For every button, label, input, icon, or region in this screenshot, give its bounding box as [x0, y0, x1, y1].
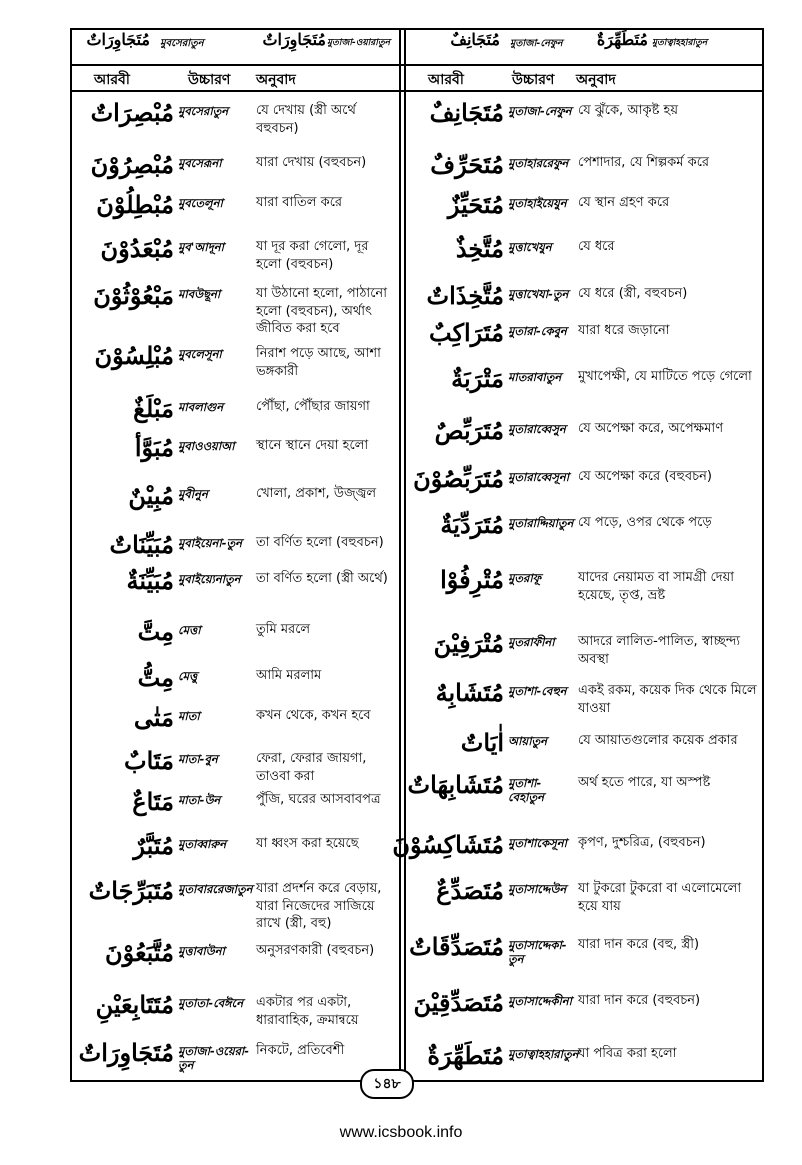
left-entry-translation: কখন থেকে, কখন হবে: [256, 708, 371, 723]
right-entry-arabic: مُتَجَانِفٌ: [429, 98, 504, 127]
right-entry-translation: যাদের নেয়ামত বা সামগ্রী দেয়া হয়েছে, তৃপ্ত, ভ্রষ্ট: [578, 570, 734, 603]
right-entry-arabic: مُتَصَدِّقِيْنَ: [413, 988, 504, 1017]
right-entry-arabic: مُتَصَدِّعٌ: [436, 876, 504, 905]
right-entry-translation: যে ধরে (স্ত্রী, বহুবচন): [578, 286, 688, 301]
left-entry-pronunciation: মাবউছূনা: [178, 287, 221, 301]
left-entry-arabic: مَتٰى: [133, 703, 174, 732]
right-entry-pronunciation: মুতাজা-নেফুন: [508, 104, 572, 118]
guide-right-mid-arabic: مُتَجَانِفٌ: [450, 30, 500, 49]
left-entry-pronunciation: মাতা-বুন: [178, 752, 218, 766]
right-entry-pronunciation: মুতাত্বাহহারাতুন: [508, 1047, 579, 1061]
right-entry-arabic: مُتَّخِذٌ: [455, 234, 504, 263]
header-left-pronunciation: উচ্চারণ: [188, 72, 231, 88]
right-entry-pronunciation: আয়াতুন: [508, 734, 548, 748]
right-entry-arabic: مَتْرَبَةٌ: [451, 364, 504, 393]
left-entry-translation: একটার পর একটা, ধারাবাহিক, ক্রমান্বয়ে: [256, 995, 359, 1028]
right-entry-translation: অর্থ হতে পারে, যা অস্পষ্ট: [578, 775, 711, 790]
right-entry-pronunciation: মুতাশাকেসূনা: [508, 836, 567, 850]
left-entry-pronunciation: মুবতেলূনা: [178, 196, 223, 210]
right-entry-translation: যারা ধরে জড়ানো: [578, 323, 670, 338]
right-entry-arabic: مُتَرَدِّيَةٌ: [440, 510, 504, 539]
left-entry-translation: যারা দেখায় (বহুবচন): [256, 155, 367, 170]
right-entry-arabic: مُتَرَاكِبٌ: [429, 318, 504, 347]
header-right-arabic: আরবী: [428, 72, 464, 88]
left-entry-arabic: مَبْعُوْثُوْنَ: [93, 281, 174, 310]
right-entry-translation: যে অপেক্ষা করে, অপেক্ষমাণ: [578, 421, 724, 436]
left-entry-pronunciation: মুতাজা-ওয়েরা-তুন: [178, 1044, 250, 1073]
left-entry-arabic: مُبِيْنٌ: [128, 481, 174, 510]
left-entry-arabic: مِتَّ: [137, 617, 174, 646]
left-entry-pronunciation: মাতা-উন: [178, 793, 221, 807]
right-entry-translation: আদরে লালিত-পালিত, স্বাচ্ছন্দ্য অবস্থা: [578, 634, 741, 667]
left-entry-pronunciation: মুবসেরাতুন: [178, 104, 229, 118]
right-entry-pronunciation: মুতাশা-বেহুন: [508, 684, 567, 698]
right-entry-pronunciation: মুতরাফীনা: [508, 635, 555, 649]
guide-right-translit: মুতাত্বাহহারাতুন: [652, 38, 708, 48]
left-entry-translation: তা বর্ণিত হলো (স্ত্রী অর্থে): [256, 571, 388, 586]
left-entry-arabic: مِتُّ: [137, 663, 174, 692]
right-entry-arabic: مُتَرَبِّصٌ: [434, 416, 504, 445]
left-entry-pronunciation: মুবসেরূনা: [178, 156, 222, 170]
left-entry-arabic: مَبْلَغٌ: [133, 394, 174, 423]
right-entry-translation: মুখাপেক্ষী, যে মাটিতে পড়ে গেলো: [578, 369, 752, 384]
page-frame: [70, 28, 764, 1082]
left-entry-arabic: مُبْصِرُوْنَ: [90, 150, 174, 179]
left-entry-arabic: مُبْعَدُوْنَ: [100, 234, 174, 263]
right-entry-pronunciation: মুতাসাদ্দেউন: [508, 882, 567, 896]
right-entry-translation: যে ধরে: [578, 239, 615, 254]
right-entry-arabic: مُتَصَدِّقَاتٌ: [409, 932, 504, 961]
right-entry-arabic: مُتَشَابِهٌ: [435, 678, 504, 707]
left-entry-pronunciation: মুবলেসূনা: [178, 347, 222, 361]
right-entry-translation: কৃপণ, দুশ্চরিত্র, (বহুবচন): [578, 835, 706, 850]
left-entry-arabic: مُبَيِّنَاتٌ: [109, 530, 174, 559]
guide-right-mid: মুতাজা-নেফুন: [510, 38, 563, 49]
left-entry-translation: পৌঁছা, পৌঁছার জায়গা: [256, 399, 370, 414]
right-entry-pronunciation: মুতাহাররেফুন: [508, 156, 569, 170]
left-entry-arabic: مُتَجَاوِرَاتٌ: [78, 1038, 174, 1067]
left-entry-translation: ফেরা, ফেরার জায়গা, তাওবা করা: [256, 751, 367, 784]
right-entry-pronunciation: মুতাশা-বেহাতুন: [508, 776, 544, 805]
column-divider-center-inner: [404, 28, 406, 1082]
right-entry-translation: যারা দান করে (বহু, স্ত্রী): [578, 937, 700, 952]
right-entry-pronunciation: মুতারাদ্দিয়াতুন: [508, 516, 574, 530]
page-number: ১৪৮: [360, 1069, 414, 1099]
left-entry-pronunciation: মুতাতা-বেঈনে: [178, 996, 244, 1010]
right-entry-pronunciation: মাতরাবাতুন: [508, 370, 562, 384]
right-entry-translation: যে স্থান গ্রহণ করে: [578, 195, 670, 210]
right-entry-pronunciation: মুতাহাইয়েযুন: [508, 196, 567, 210]
header-left-arabic: আরবী: [94, 72, 130, 88]
guide-left-translit: মুতাজা-ওয়ারাতুন: [327, 38, 390, 48]
left-entry-translation: যা ধ্বংস করা হয়েছে: [256, 836, 359, 851]
right-entry-translation: যে আয়াতগুলোর কয়েক প্রকার: [578, 733, 738, 748]
left-entry-translation: তা বর্ণিত হলো (বহুবচন): [256, 535, 384, 550]
right-entry-arabic: مُتَطَهِّرَةٌ: [427, 1041, 504, 1070]
left-entry-pronunciation: মুত্তাবাউনা: [178, 944, 225, 958]
guide-left-arabic: مُتَجَاوِرَاتٌ: [86, 30, 150, 49]
left-entry-arabic: مُبْلِسُوْنَ: [94, 341, 174, 370]
left-entry-pronunciation: মুবাওওয়াআ: [178, 439, 235, 453]
left-entry-pronunciation: মুবাইয়্যেনাতুন: [178, 572, 241, 586]
left-entry-pronunciation: মুতাব্বারুন: [178, 837, 227, 851]
left-entry-translation: যা উঠানো হলো, পাঠানো হলো (বহুবচন), অর্থাৎ জীবিত করা হবে: [256, 286, 387, 337]
right-entry-translation: পেশাদার, যে শিল্পকর্ম করে: [578, 155, 710, 170]
left-entry-pronunciation: মাতা: [178, 709, 200, 723]
right-entry-translation: যে পড়ে, ওপর থেকে পড়ে: [578, 515, 712, 530]
left-entry-translation: পুঁজি, ঘরের আসবাবপত্র: [256, 792, 381, 807]
left-entry-pronunciation: মুবীনুন: [178, 487, 208, 501]
guide-left-mid: মুবসেরাতুন: [160, 38, 204, 49]
right-entry-arabic: مُتْرَفِيْنَ: [433, 629, 504, 658]
website-url[interactable]: www.icsbook.info: [339, 1124, 463, 1141]
left-entry-arabic: مُبْطِلُوْنَ: [96, 190, 174, 219]
left-entry-pronunciation: মুতাবাররেজাতুন: [178, 882, 253, 896]
left-entry-arabic: مُبْصِرَاتٌ: [90, 98, 174, 127]
left-entry-translation: তুমি মরলে: [256, 622, 311, 637]
left-entry-arabic: مُتَبَرِّجَاتٌ: [88, 876, 174, 905]
header-right-pronunciation: উচ্চারণ: [512, 72, 555, 88]
left-entry-arabic: مُبَوَّأ: [134, 433, 174, 462]
left-entry-translation: যা দূর করা গেলো, দূর হলো (বহুবচন): [256, 239, 369, 272]
left-entry-arabic: مُتَبَّرٌ: [133, 831, 174, 860]
left-entry-pronunciation: মেত্তু: [178, 669, 198, 683]
left-entry-translation: যে দেখায় (স্ত্রী অর্থে বহুবচন): [256, 103, 356, 136]
right-entry-pronunciation: মুত্তাখেযা-তুন: [508, 287, 569, 301]
header-rule: [70, 90, 764, 92]
right-entry-translation: যা টুকরো টুকরো বা এলোমেলো হয়ে যায়: [578, 881, 742, 914]
right-entry-arabic: مُتَشَاكِسُوْنَ: [392, 830, 504, 859]
right-entry-pronunciation: মুতারা-কেবুন: [508, 324, 567, 338]
left-entry-translation: খোলা, প্রকাশ, উজ্জ্বল: [256, 486, 377, 501]
left-entry-arabic: مَتَاعٌ: [132, 787, 174, 816]
left-entry-pronunciation: মাবলাগুন: [178, 400, 224, 414]
right-entry-translation: একই রকম, কয়েক দিক থেকে মিলে যাওয়া: [578, 683, 757, 716]
left-entry-translation: যারা বাতিল করে: [256, 195, 343, 210]
right-entry-translation: যারা দান করে (বহুবচন): [578, 993, 701, 1008]
left-entry-arabic: مَتَابٌ: [123, 746, 174, 775]
left-entry-pronunciation: মেত্তা: [178, 623, 201, 637]
right-entry-arabic: مُتَحَرِّفٌ: [430, 150, 504, 179]
right-entry-pronunciation: মুতাসাদ্দেকীনা: [508, 994, 572, 1008]
right-entry-arabic: اٰيَاتٌ: [460, 728, 504, 757]
left-entry-translation: স্থানে স্থানে দেয়া হলো: [256, 438, 369, 453]
left-entry-translation: আমি মরলাম: [256, 668, 322, 683]
right-entry-arabic: مُتَشَابِهَاتٌ: [407, 770, 504, 799]
left-entry-arabic: مُبَيِّنَةٌ: [126, 566, 174, 595]
right-entry-translation: যে ঝুঁকে, আকৃষ্ট হয়: [578, 103, 678, 118]
right-entry-pronunciation: মুতাসাদ্দেকা-তুন: [508, 938, 567, 967]
right-entry-translation: যে অপেক্ষা করে (বহুবচন): [578, 469, 712, 484]
column-divider-center: [399, 28, 401, 1082]
left-entry-arabic: مُتَّبَعُوْنَ: [105, 938, 174, 967]
right-entry-arabic: مُتَّخِذَاتٌ: [426, 281, 504, 310]
guide-right-arabic: مُتَطَهِّرَةٌ: [596, 30, 648, 49]
guide-left-arabic-2: مُتَجَاوِرَاتٌ: [262, 30, 326, 49]
right-entry-arabic: مُتْرِفُوْا: [440, 565, 504, 594]
right-entry-pronunciation: মুতারাব্বেসুন: [508, 422, 566, 436]
left-entry-translation: যারা প্রদর্শন করে বেড়ায়, যারা নিজেদের সাজিয়ে রাখে (স্ত্রী, বহু): [256, 881, 382, 932]
header-right-translation: অনুবাদ: [576, 72, 616, 88]
left-entry-pronunciation: মুবাইয়েনা-তুন: [178, 536, 242, 550]
right-entry-arabic: مُتَحَيِّزٌ: [447, 190, 504, 219]
left-entry-translation: নিরাশ পড়ে আছে, আশা ভঙ্গকারী: [256, 346, 381, 379]
right-entry-pronunciation: মুতরাফূ: [508, 571, 542, 585]
right-entry-pronunciation: মুত্তাখেযুন: [508, 240, 552, 254]
header-left-translation: অনুবাদ: [256, 72, 296, 88]
left-entry-arabic: مُتَتَابِعَيْنِ: [95, 990, 174, 1019]
right-entry-arabic: مُتَرَبِّصُوْنَ: [413, 464, 504, 493]
left-entry-pronunciation: মুব'আদূনা: [178, 240, 224, 254]
right-entry-translation: যা পবিত্র করা হলো: [578, 1046, 677, 1061]
right-entry-pronunciation: মুতারাব্বেসূনা: [508, 470, 570, 484]
guide-rule: [70, 64, 764, 66]
left-entry-translation: নিকটে, প্রতিবেশী: [256, 1043, 345, 1058]
left-entry-translation: অনুসরণকারী (বহুবচন): [256, 943, 375, 958]
